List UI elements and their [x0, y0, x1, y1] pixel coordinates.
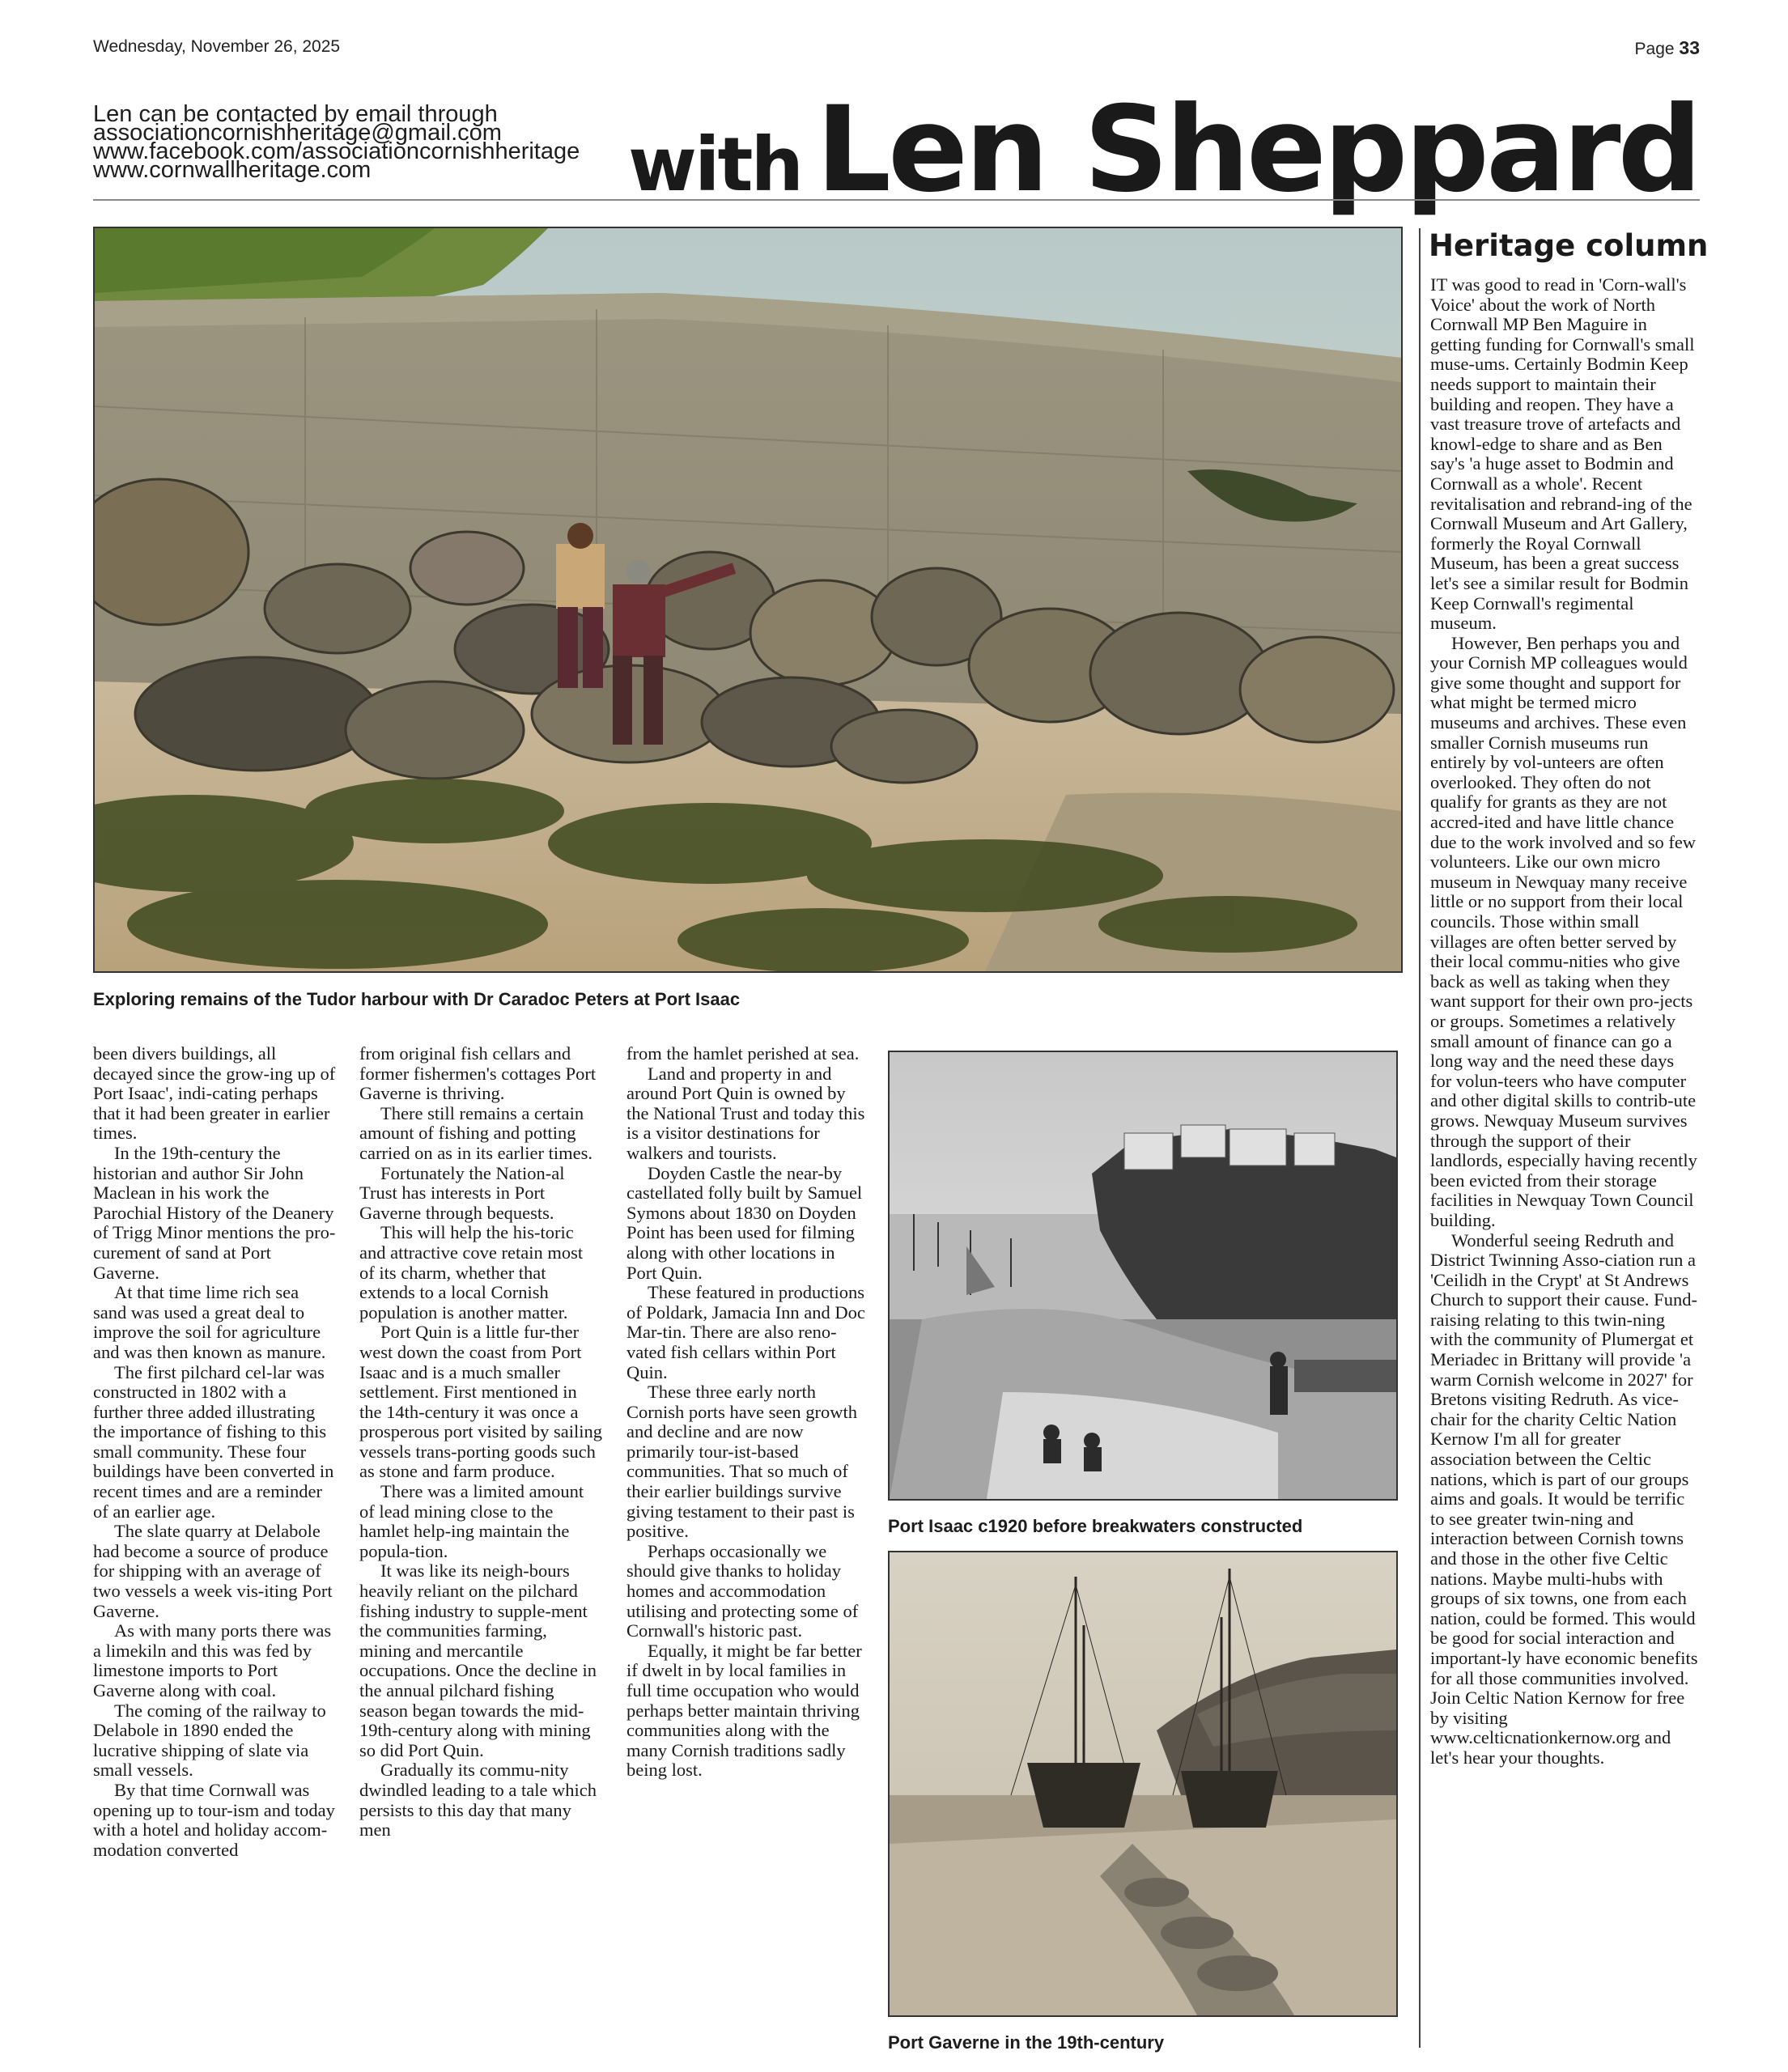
- article-paragraph: These three early north Cornish ports have seen growth and decline and are now primarily tour-ist-based communities. That so much of their earlier buildings survive giving testament to their past is positive.: [626, 1382, 857, 1542]
- heritage-column-body: [1430, 275, 1700, 1768]
- photo-port-isaac-c1920: [888, 1051, 1398, 1501]
- article-paragraph: Equally, it might be far better if dwelt in by local families in full time occupation who would perhaps better maintain thriving communities along with the many Cornish traditions sadly being lost.: [626, 1640, 862, 1781]
- article-paragraph: There still remains a certain amount of fishing and potting carried on as in its earlier times.: [359, 1102, 593, 1163]
- contact-email-link[interactable]: associationcornishheritage@gmail.com: [93, 120, 502, 146]
- page-number: [1635, 37, 1700, 59]
- article-paragraph: been divers buildings, all decayed since the grow-ing up of Port Isaac', indi-cating perhaps that it had been greater in earlier times.: [93, 1043, 336, 1144]
- article-paragraph: These featured in productions of Poldark, Jamacia Inn and Doc Mar-tin. There are also reno-vated fish cellars within Port Quin.: [626, 1282, 865, 1382]
- main-photo-caption: Exploring remains of the Tudor harbour with Dr Caradoc Peters at Port Isaac: [93, 989, 741, 1009]
- masthead: [628, 81, 1699, 219]
- harbour-photo-drawing: [95, 228, 1401, 971]
- port-gaverne-caption: Port Gaverne in the 19th-century: [888, 2032, 1165, 2053]
- article-paragraph: from original fish cellars and former fishermen's cottages Port Gaverne is thriving.: [359, 1043, 597, 1104]
- article-column-1: [93, 1044, 336, 1860]
- port-gaverne-photo-drawing: [890, 1552, 1396, 2015]
- article-paragraph: Perhaps occasionally we should give thanks to holiday homes and accommodation utilising and protecting some of Cornwall's historic past.: [626, 1540, 859, 1641]
- masthead-author-name: Len Sheppard: [816, 81, 1699, 219]
- article-paragraph: Fortunately the Nation-al Trust has interests in Port Gaverne through bequests.: [359, 1162, 565, 1223]
- heritage-paragraph: However, Ben perhaps you and your Cornish MP colleagues would give some thought and support for what might be termed micro museums and archives. These even smaller Cornish museums run entirely by vol-unteers are often overlooked. They often do not qualify for grants as they are not accred-ited and have little chance due to the work involved and so few volunteers. Like our own micro museum in Newquay many receive little or no support from their local councils. Those within small villages are often better served by their local commu-nities who give back as well as taking when they want support for their own pro-jects or groups. Sometimes a relatively small amount of finance can go a long way and the need these days for volun-teers who have computer and other digital skills to contrib-ute grows. Newquay Museum survives through the support of their landlords, especially having recently been evicted from their storage facilities in Newquay Town Council building.: [1430, 632, 1697, 1230]
- article-paragraph: At that time lime rich sea sand was used a great deal to improve the soil for agriculture and was then known as manure.: [93, 1282, 326, 1362]
- article-paragraph: In the 19th-century the historian and author Sir John Maclean in his work the Parochial History of the Deanery of Trigg Minor mentions the pro-curement of sand at Port Gaverne.: [93, 1142, 336, 1283]
- article-paragraph: There was a limited amount of lead mining close to the hamlet help-ing maintain the popula-tion.: [359, 1481, 584, 1561]
- article-paragraph: The coming of the railway to Delabole in 1890 ended the lucrative shipping of slate via small vessels.: [93, 1700, 326, 1781]
- contact-website-link[interactable]: www.cornwallheritage.com: [93, 157, 372, 183]
- article-column-2: [359, 1044, 602, 1841]
- main-photo-tudor-harbour: [93, 227, 1403, 973]
- article-paragraph: Doyden Castle the near-by castellated folly built by Samuel Symons about 1830 on Doyden Point has been used for filming along with other locations in Port Quin.: [626, 1162, 863, 1283]
- photo-port-gaverne-19th-century: [888, 1551, 1398, 2017]
- article-paragraph: The slate quarry at Delabole had become a source of produce for shipping with an average of two vessels a week vis-iting Port Gaverne.: [93, 1521, 333, 1621]
- article-column-3: [626, 1044, 869, 1781]
- page-header: [93, 37, 1700, 65]
- port-isaac-photo-drawing: [890, 1052, 1396, 1499]
- page-number-value: 33: [1679, 37, 1700, 58]
- page-label: Page: [1634, 40, 1675, 58]
- article-paragraph: As with many ports there was a limekiln and this was fed by limestone imports to Port Gaverne along with coal.: [93, 1620, 332, 1700]
- article-paragraph: The first pilchard cel-lar was constructed in 1802 with a further three added illustrating the importance of fishing to this small community. These four buildings have been converted in recent times and are a reminder of an earlier age.: [93, 1361, 334, 1522]
- article-paragraph: Port Quin is a little fur-ther west down the coast from Port Isaac and is a much smaller settlement. First mentioned in the 14th-century it was once a prosperous port visited by sailing vessels trans-porting goods such as stone and farm produce.: [359, 1322, 602, 1482]
- contact-block: [93, 101, 676, 183]
- heritage-paragraph: Wonderful seeing Redruth and District Twinning Asso-ciation run a 'Ceilidh in the Crypt' at St Andrews Church to support their cause. Fund-raising relating to this twin-ning with the community of Plumergat et Meriadec in Brittany will provide 'a warm Cornish welcome in 2027' for Bretons visiting Redruth. As vice-chair for the charity Celtic Nation Kernow I'm all for greater association between the Celtic nations, which is part of our groups aims and goals. It would be terrific to see greater twin-ning and interaction between Cornish towns and those in the other five Celtic nations. Maybe multi-hubs with groups of six towns, one from each nation, could be formed. This would be good for social interaction and important-ly have economic benefits for all those communities involved. Join Celtic Nation Kernow for free by visiting www.celticnationkernow.org and let's hear your thoughts.: [1430, 1229, 1698, 1768]
- article-paragraph: This will help the his-toric and attractive cove retain most of its charm, whether that extends to a local Cornish population is another matter.: [359, 1222, 584, 1323]
- article-paragraph: Gradually its commu-nity dwindled leading to a tale which persists to this day that many men: [359, 1760, 597, 1841]
- heritage-column-divider: [1419, 228, 1421, 2048]
- article-paragraph: By that time Cornwall was opening up to tour-ism and today with a hotel and holiday accom-modation converted: [93, 1779, 335, 1860]
- port-isaac-caption: Port Isaac c1920 before breakwaters constructed: [888, 1516, 1303, 1536]
- header-divider: [93, 199, 1700, 201]
- contact-facebook-link[interactable]: www.facebook.com/associationcornishheritage: [93, 138, 580, 164]
- contact-intro: Len can be contacted by email through: [93, 101, 498, 127]
- article-paragraph: It was like its neigh-bours heavily reliant on the pilchard fishing industry to supple-ment the communities farming, mining and mercantile occupations. Once the decline in the annual pilchard fishing season began towards the mid-19th-century along with mining so did Port Quin.: [359, 1560, 597, 1760]
- heritage-column-title: Heritage column: [1429, 228, 1709, 263]
- article-paragraph: Land and property in and around Port Quin is owned by the National Trust and today this is a visitor destinations for walkers and tourists.: [626, 1063, 865, 1163]
- heritage-paragraph: IT was good to read in 'Corn-wall's Voice' about the work of North Cornwall MP Ben Maguire in getting funding for Cornwall's small muse-ums. Certainly Bodmin Keep needs support to maintain their building and reopen. They have a vast treasure trove of artefacts and knowl-edge to share and as Ben say's 'a huge asset to Bodmin and Cornwall as a whole'. Recent revitalisation and rebrand-ing of the Cornwall Museum and Art Gallery, formerly the Royal Cornwall Museum, has been a great success let's see a similar result for Bodmin Keep Cornwall's regimental museum.: [1430, 274, 1695, 634]
- masthead-with: with: [627, 121, 801, 208]
- issue-date: Wednesday, November 26, 2025: [93, 37, 341, 56]
- article-paragraph: from the hamlet perished at sea.: [626, 1043, 860, 1064]
